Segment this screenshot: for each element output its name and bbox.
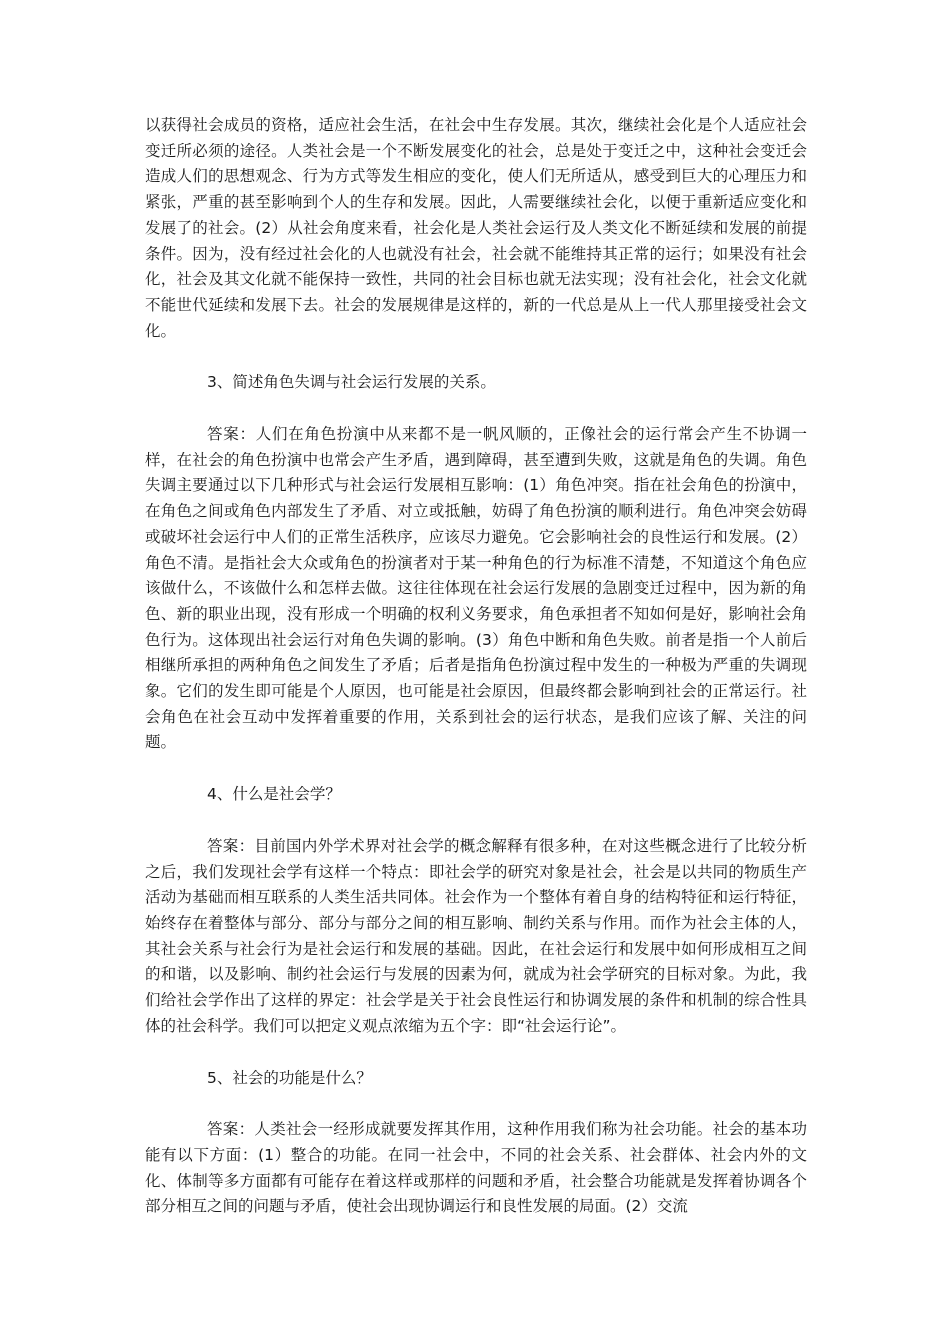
paragraph-socialization-continuation: 以获得社会成员的资格，适应社会生活，在社会中生存发展。其次，继续社会化是个人适应社会变迁所必须的途径。人类社会是一个不断发展变化的社会，总是处于变迁之中，这种社会变迁会造成人们的思想观念、行为方式等发生相应的变化，使人们无所适从，感受到巨大的心理压力和紧张，严重的甚至影响到个人的生存和发展。因此，人需要继续社会化，以便于重新适应变化和发展了的社会。(2）从社会角度来看，社会化是人类社会运行及人类文化不断延续和发展的前提条件。因为，没有经过社会化的人也就没有社会，社会就不能维持其正常的运行；如果没有社会化，社会及其文化就不能保持一致性，共同的社会目标也就无法实现；没有社会化，社会文化就不能世代延续和发展下去。社会的发展规律是这样的，新的一代总是从上一代人那里接受社会文化。 (145, 116, 807, 340)
question-heading-4: 4、什么是社会学？ (207, 785, 341, 804)
document-body (145, 113, 807, 1220)
answer-paragraph-3: 答案：人们在角色扮演中从来都不是一帆风顺的，正像社会的运行常会产生不协调一样，在社会的角色扮演中也常会产生矛盾，遇到障碍，甚至遭到失败，这就是角色的失调。角色失调主要通过以下几种形式与社会运行发展相互影响：(1）角色冲突。指在社会角色的扮演中，在角色之间或角色内部发生了矛盾、对立或抵触，妨碍了角色扮演的顺利进行。角色冲突会妨碍或破坏社会运行中人们的正常生活秩序，应该尽力避免。它会影响社会的良性运行和发展。(2）角色不清。是指社会大众或角色的扮演者对于某一种角色的行为标准不清楚，不知道这个角色应该做什么，不该做什么和怎样去做。这往往体现在社会运行发展的急剧变迁过程中，因为新的角色、新的职业出现，没有形成一个明确的权利义务要求，角色承担者不知如何是好，影响社会角色行为。这体现出社会运行对角色失调的影响。(3）角色中断和角色失败。前者是指一个人前后相继所承担的两种角色之间发生了矛盾；后者是指角色扮演过程中发生的一种极为严重的失调现象。它们的发生即可能是个人原因，也可能是社会原因，但最终都会影响到社会的正常运行。社会角色在社会互动中发挥着重要的作用，关系到社会的运行状态，是我们应该了解、关注的问题。 (145, 425, 807, 752)
answer-paragraph-4: 答案：目前国内外学术界对社会学的概念解释有很多种，在对这些概念进行了比较分析之后，我们发现社会学有这样一个特点：即社会学的研究对象是社会，社会是以共同的物质生产活动为基础而相互联系的人类生活共同体。社会作为一个整体有着自身的结构特征和运行特征，始终存在着整体与部分、部分与部分之间的相互影响、制约关系与作用。而作为社会主体的人，其社会关系与社会行为是社会运行和发展的基础。因此，在社会运行和发展中如何形成相互之间的和谐，以及影响、制约社会运行与发展的因素为何，就成为社会学研究的目标对象。为此，我们给社会学作出了这样的界定：社会学是关于社会良性运行和协调发展的条件和机制的综合性具体的社会科学。我们可以把定义观点浓缩为五个字：即“社会运行论”。 (145, 836, 807, 1035)
answer-paragraph-5: 答案：人类社会一经形成就要发挥其作用，这种作用我们称为社会功能。社会的基本功能有以下方面：(1）整合的功能。在同一社会中，不同的社会关系、社会群体、社会内外的文化、体制等多方面都有可能存在着这样或那样的问题和矛盾，社会整合功能就是发挥着协调各个部分相互之间的问题与矛盾，使社会出现协调运行和良性发展的局面。(2）交流 (145, 1120, 807, 1216)
question-heading-5: 5、社会的功能是什么？ (207, 1068, 372, 1087)
question-heading-3: 3、简述角色失调与社会运行发展的关系。 (207, 373, 496, 392)
